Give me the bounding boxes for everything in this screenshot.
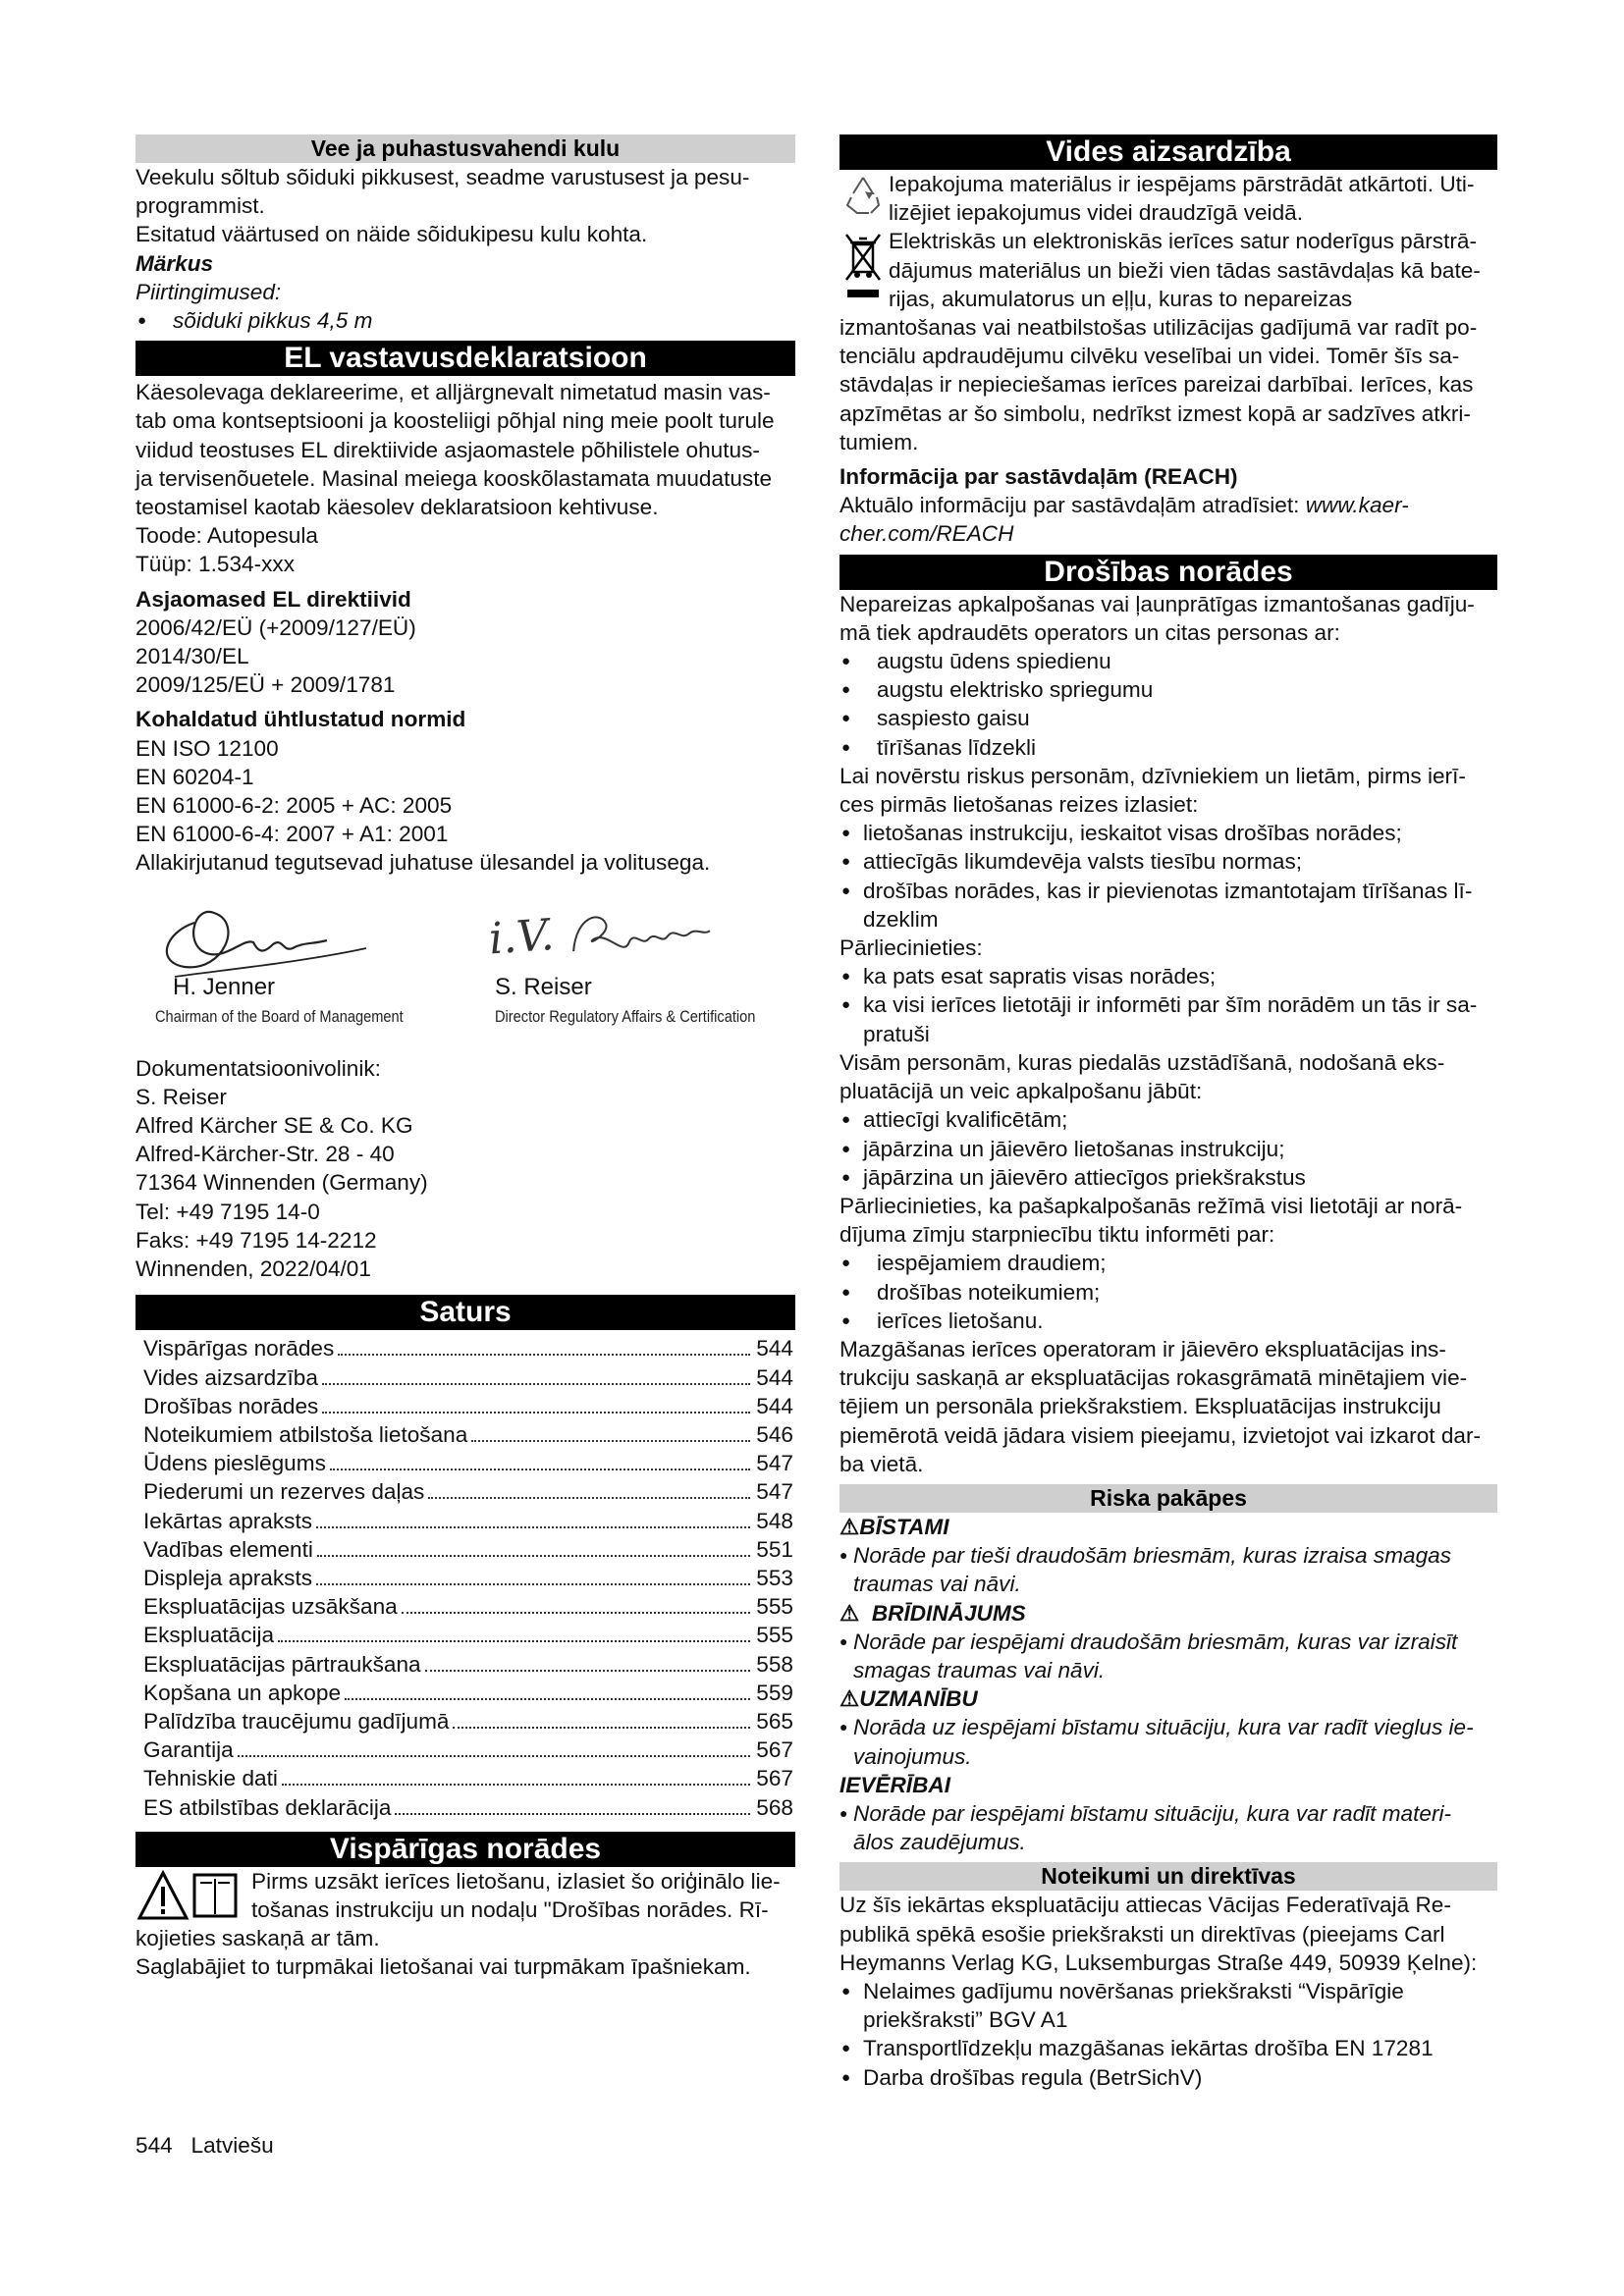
toc-page: 551 <box>756 1536 793 1562</box>
toc-label: Palīdzība traucējumu gadījumā <box>143 1708 450 1734</box>
signature-note: Allakirjutanud tegutsevad juhatuse ülesandel ja volitusega. <box>135 850 711 876</box>
list-item: ● iespējamiem draudiem; <box>839 1249 1497 1277</box>
toc-label: Kopšana un apkope <box>143 1680 342 1705</box>
text-line: ces pirmās lietošanas reizes izlasiet: <box>839 792 1199 818</box>
toc-row[interactable] <box>135 1420 795 1449</box>
signature-scribble <box>566 897 717 966</box>
signatory-title: Chairman of the Board of Management <box>155 1006 404 1026</box>
text-line: Visām personām, kuras piedalās uzstādīšanā, nodošanā eks- <box>839 1049 1445 1075</box>
reach-intro: Aktuālo informāciju par sastāvdaļām atradīsiet: <box>839 493 1306 518</box>
list-item: ● sõiduki pikkus 4,5 m <box>135 306 795 335</box>
risk-label: UZMANĪBU <box>859 1686 978 1712</box>
risk-text <box>839 1713 1497 1770</box>
section-heading-general: Vispārīgas norādes <box>135 1832 795 1867</box>
page-footer <box>135 2133 274 2159</box>
right-column <box>839 134 1497 2092</box>
toc-row[interactable] <box>135 1621 795 1649</box>
text-line: Veekulu sõltub sõiduki pikkusest, seadme varustusest ja pesu- <box>135 165 750 189</box>
text-line: Nepareizas apkalpošanas vai ļaunprātīgas izmantošanas gadīju- <box>839 591 1475 616</box>
signatory-name: S. Reiser <box>495 973 592 1000</box>
toc-label: ES atbilstības deklarācija <box>143 1794 392 1820</box>
reach-text <box>839 491 1497 519</box>
table-of-contents <box>135 1334 795 1821</box>
section-heading-regulations: Noteikumi un direktīvas <box>839 1862 1497 1891</box>
toc-page: 565 <box>756 1708 793 1734</box>
toc-row[interactable] <box>135 1592 795 1621</box>
risk-heading-caution <box>839 1684 1497 1713</box>
toc-label: Ekspluatācija <box>143 1623 275 1648</box>
address-line: Tel: +49 7195 14-0 <box>135 1199 320 1224</box>
general-notes-block <box>135 1867 795 1924</box>
toc-page: 544 <box>756 1364 793 1390</box>
text-line: dājumus materiālus un bieži vien tādas sastāvdaļas kā bate- <box>889 257 1481 283</box>
text-line: izmantošanas vai neatbilstošas utilizācijas gadījumā var radīt po- <box>839 315 1478 341</box>
risk-text <box>839 1628 1497 1684</box>
list-item: ● augstu elektrisko spriegumu <box>839 675 1497 704</box>
address-line: Winnenden, 2022/04/01 <box>135 1256 371 1282</box>
text-line: tošanas instrukciju un nodaļu "Drošības norādes. Rī- <box>251 1896 769 1922</box>
list-item-line: pratuši <box>863 1021 930 1046</box>
toc-row[interactable] <box>135 1507 795 1535</box>
text-line: apzīmētas ar šo simbolu, nedrīkst izmest kopā ar sadzīves atkri- <box>839 400 1471 426</box>
list-item-line: Nelaimes gadījumu novēršanas priekšraksti “Vispārīgie <box>863 1978 1404 2003</box>
toc-row[interactable] <box>135 1535 795 1564</box>
directive: 2006/42/EÜ (+2009/127/EÜ) <box>135 614 416 640</box>
read-list <box>839 819 1497 934</box>
toc-label: Displeja apraksts <box>143 1565 313 1590</box>
recycling-icon <box>843 172 883 219</box>
signature-prefix: i.V. <box>487 909 556 965</box>
section-heading-eu-declaration: EL vastavusdeklaratsioon <box>135 341 795 376</box>
norm: EN 61000-6-4: 2007 + A1: 2001 <box>135 822 449 847</box>
hazard-list <box>839 647 1497 762</box>
toc-page: 567 <box>756 1737 793 1763</box>
list-item <box>839 877 1497 934</box>
norm: EN 61000-6-2: 2005 + AC: 2005 <box>135 793 453 819</box>
text-line: stāvdaļas ir nepieciešamas ierīces pareizai darbībai. Ierīces, kas <box>839 372 1474 398</box>
toc-page: 544 <box>756 1336 793 1362</box>
page-number: 544 <box>135 2133 173 2158</box>
risk-heading-notice: IEVĒRĪBAI <box>839 1772 950 1797</box>
text-line: Lai novērstu riskus personām, dzīvniekiem un lietām, pirms ierī- <box>839 763 1466 788</box>
list-item: ● Darba drošības regula (BetrSichV) <box>839 2063 1497 2092</box>
toc-row[interactable] <box>135 1363 795 1392</box>
risk-text <box>839 1541 1497 1598</box>
list-item: ● attiecīgās likumdevēja valsts tiesību normas; <box>839 847 1497 876</box>
text-line: piemērotā veidā jādara visiem pieejamu, izvietojot vai izkarot dar- <box>839 1422 1482 1448</box>
list-item: ● drošības noteikumiem; <box>839 1278 1497 1307</box>
address-line: Alfred Kärcher SE & Co. KG <box>135 1113 413 1139</box>
text-line: rijas, akumulatorus un eļļu, kuras to nepareizas <box>889 286 1353 311</box>
signatures <box>135 883 795 1050</box>
toc-row[interactable] <box>135 1449 795 1477</box>
toc-row[interactable] <box>135 1564 795 1592</box>
risk-label: BĪSTAMI <box>859 1514 949 1539</box>
list-item-line: ka visi ierīces lietotāji ir informēti par šīm norādēm un tās ir sa- <box>863 992 1478 1018</box>
text-line: Elektriskās un elektroniskās ierīces satur noderīgus pārstrā- <box>889 229 1477 254</box>
toc-page: 559 <box>756 1680 793 1705</box>
risk-text-line: vainojumus. <box>853 1743 972 1769</box>
warning-triangle-icon: ⚠ <box>839 1600 872 1626</box>
toc-label: Ekspluatācijas uzsākšana <box>143 1594 398 1620</box>
risk-text-line: smagas traumas vai nāvi. <box>853 1657 1106 1682</box>
left-column <box>135 134 795 1982</box>
address-line: Dokumentatsioonivolinik: <box>135 1055 381 1081</box>
risk-text-line: ● Norāde par tieši draudošām briesmām, kuras izraisa smagas <box>853 1543 1452 1569</box>
toc-page: 553 <box>756 1565 793 1590</box>
list-item: ● lietošanas instrukciju, ieskaitot visas drošības norādes; <box>839 819 1497 847</box>
text-line: pluatācijā un veic apkalpošanu jābūt: <box>839 1079 1203 1104</box>
norm: EN ISO 12100 <box>135 735 279 761</box>
norm: EN 60204-1 <box>135 764 254 789</box>
text-line: teostamisel kaotab käesolev deklaratsioon kehtivuse. <box>135 495 659 520</box>
note-heading: Märkus <box>135 250 214 276</box>
risk-text <box>839 1799 1497 1856</box>
toc-label: Ekspluatācijas pārtraukšana <box>143 1651 421 1677</box>
text-line: Pārliecinieties: <box>839 935 983 961</box>
section-heading-water-consumption: Vee ja puhastusvahendi kulu <box>135 134 795 163</box>
text-line: Esitatud väärtused on näide sõidukipesu kulu kohta. <box>135 222 648 247</box>
weee-block <box>839 227 1497 313</box>
list-item: ● augstu ūdens spiedienu <box>839 647 1497 675</box>
section-heading-environment: Vides aizsardzība <box>839 134 1497 170</box>
address-line: Alfred-Kärcher-Str. 28 - 40 <box>135 1142 395 1167</box>
address-line: 71364 Winnenden (Germany) <box>135 1170 428 1196</box>
toc-label: Drošības norādes <box>143 1393 319 1418</box>
personnel-list <box>839 1105 1497 1192</box>
list-item: ● tīrīšanas līdzekli <box>839 733 1497 762</box>
toc-label: Vadības elementi <box>143 1536 313 1562</box>
text-line: kojieties saskaņā ar tām. <box>135 1926 380 1951</box>
list-item: ● saspiesto gaisu <box>839 704 1497 732</box>
list-item: ● attiecīgi kvalificētām; <box>839 1105 1497 1134</box>
section-heading-contents: Saturs <box>135 1295 795 1330</box>
text-line: Mazgāšanas ierīces operatoram ir jāievēro ekspluatācijas ins- <box>839 1336 1446 1362</box>
toc-row[interactable] <box>135 1764 795 1792</box>
text-line: ba vietā. <box>839 1451 924 1476</box>
toc-label: Vides aizsardzība <box>143 1364 318 1390</box>
recycling-block <box>839 170 1497 227</box>
toc-label: Garantija <box>143 1737 234 1763</box>
toc-page: 555 <box>756 1594 793 1620</box>
list-item-line: dzeklim <box>863 906 939 932</box>
text-line: Pārliecinieties, ka pašapkalpošanās režīmā visi lietotāji ar norā- <box>839 1193 1463 1218</box>
regulations-list <box>839 1977 1497 2092</box>
list-item: ● jāpārzina un jāievēro attiecīgos priekšrakstus <box>839 1163 1497 1192</box>
toc-row[interactable] <box>135 1735 795 1764</box>
signatory-title: Director Regulatory Affairs & Certification <box>495 1006 756 1026</box>
signature-jenner <box>135 883 450 1026</box>
reach-link[interactable]: cher.com/REACH <box>839 521 1014 547</box>
section-heading-safety: Drošības norādes <box>839 555 1497 590</box>
toc-page: 548 <box>756 1508 793 1533</box>
list-item <box>839 990 1497 1047</box>
toc-row[interactable] <box>135 1650 795 1679</box>
risk-heading-warning <box>839 1599 1497 1628</box>
toc-page: 547 <box>756 1479 793 1505</box>
text-line: tējiem un personāla priekšrakstiem. Ekspluatācijas instrukciju <box>839 1394 1441 1419</box>
toc-row[interactable] <box>135 1679 795 1707</box>
risk-text-line: ālos zaudējumus. <box>853 1830 1026 1855</box>
list-item: ● jāpārzina un jāievēro lietošanas instrukciju; <box>839 1135 1497 1163</box>
reach-link[interactable]: www.kaer- <box>1305 493 1409 518</box>
risk-text-line: ● Norāde par iespējami bīstamu situāciju, kura var radīt materi- <box>853 1800 1452 1826</box>
toc-label: Iekārtas apraksts <box>143 1508 313 1533</box>
list-item: ● Transportlīdzekļu mazgāšanas iekārtas drošība EN 17281 <box>839 2034 1497 2062</box>
list-item-line: priekšraksti” BGV A1 <box>863 2007 1068 2033</box>
directive: 2009/125/EÜ + 2009/1781 <box>135 672 396 698</box>
language-label: Latviešu <box>190 2133 274 2158</box>
signatory-name: H. Jenner <box>173 973 276 1000</box>
toc-page: 547 <box>756 1451 793 1476</box>
reach-heading: Informācija par sastāvdaļām (REACH) <box>839 464 1238 490</box>
directives-heading: Asjaomased EL direktiivid <box>135 586 411 612</box>
risk-label: BRĪDINĀJUMS <box>871 1600 1026 1626</box>
text-line: ja tervisenõuetele. Masinal meiega kooskõlastamata muudatuste <box>135 465 773 491</box>
toc-page: 558 <box>756 1651 793 1677</box>
toc-page: 555 <box>756 1623 793 1648</box>
toc-page: 544 <box>756 1393 793 1418</box>
risk-text-line: ● Norāda uz iespējami bīstamu situāciju, kura var radīt vieglus ie- <box>853 1715 1474 1740</box>
list-item-line: drošības norādes, kas ir pievienotas izmantotajam tīrīšanas lī- <box>863 878 1473 903</box>
address-block <box>135 1054 795 1284</box>
text-line: tumiem. <box>839 429 919 454</box>
toc-row[interactable] <box>135 1477 795 1506</box>
toc-row[interactable] <box>135 1793 795 1822</box>
text-line: tenciālu apdraudējumu cilvēku veselībai un videi. Tomēr šīs sa- <box>839 344 1460 369</box>
text-line: trukciju saskaņā ar ekspluatācijas rokasgrāmatā minētajiem vie- <box>839 1365 1468 1391</box>
text-line: Uz šīs iekārtas ekspluatāciju attiecas Vācijas Federatīvajā Re- <box>839 1893 1451 1918</box>
toc-label: Vispārīgas norādes <box>143 1336 335 1362</box>
toc-label: Piederumi un rezerves daļas <box>143 1479 425 1505</box>
directive: 2014/30/EL <box>135 644 249 669</box>
toc-label: Tehniskie dati <box>143 1766 278 1791</box>
toc-row[interactable] <box>135 1334 795 1362</box>
toc-label: Noteikumiem atbilstoša lietošana <box>143 1421 468 1447</box>
crossed-bin-icon <box>843 231 883 305</box>
text-line: Heymanns Verlag KG, Luksemburgas Straße 449, 50939 Ķelne): <box>839 1949 1478 1975</box>
handwritten-signature-jenner <box>135 883 391 982</box>
risk-heading-danger <box>839 1513 1497 1541</box>
text-line: Saglabājiet to turpmākai lietošanai vai turpmākam īpašniekam. <box>135 1954 751 1980</box>
risk-text-line: ● Norāde par iespējami draudošām briesmām, kuras var izraisīt <box>853 1629 1458 1654</box>
toc-row[interactable] <box>135 1707 795 1735</box>
text-line: publikā spēkā esošie priekšraksti un direktīvas (pieejams Carl <box>839 1921 1445 1947</box>
text-line: Pirms uzsākt ierīces lietošanu, izlasiet šo oriģinālo lie- <box>251 1868 781 1894</box>
text-line: Käesolevaga deklareerime, et alljärgnevalt nimetatud masin vas- <box>135 380 771 405</box>
norms-heading: Kohaldatud ühtlustatud normid <box>135 707 466 732</box>
toc-page: 546 <box>756 1421 793 1447</box>
warning-triangle-icon: ⚠ <box>839 1686 860 1712</box>
text-line: lizējiet iepakojumus videi draudzīgā veidā. <box>889 200 1303 226</box>
address-line: Faks: +49 7195 14-2212 <box>135 1227 377 1253</box>
handwritten-signature-reiser <box>487 897 717 972</box>
warning-triangle-icon: ⚠ <box>839 1514 860 1539</box>
note-list <box>135 306 795 335</box>
product-line: Toode: Autopesula <box>135 523 318 549</box>
list-item: ● ka pats esat sapratis visas norādes; <box>839 962 1497 990</box>
toc-row[interactable] <box>135 1392 795 1420</box>
list-item <box>839 1977 1497 2034</box>
text-line: Iepakojuma materiālus ir iespējams pārstrādāt atkārtoti. Uti- <box>889 172 1475 196</box>
section-heading-risk-levels: Riska pakāpes <box>839 1484 1497 1513</box>
toc-page: 567 <box>756 1766 793 1791</box>
toc-page: 568 <box>756 1794 793 1820</box>
text-line: mā tiek apdraudēts operators un citas personas ar: <box>839 619 1340 645</box>
inform-list <box>839 1249 1497 1335</box>
list-item: ● ierīces lietošanu. <box>839 1307 1497 1335</box>
address-line: S. Reiser <box>135 1084 227 1109</box>
text-line: viidud teostuses EL direktiivide asjaomastele põhilistele ohutus- <box>135 437 760 462</box>
note-subheading: Piirtingimused: <box>135 279 282 304</box>
warning-and-manual-icon <box>135 1869 244 1924</box>
text-line: programmist. <box>135 193 265 219</box>
text-line: tab oma kontseptsiooni ja koosteliigi põhjal ning meie poolt turule <box>135 408 775 434</box>
text-line: dījuma zīmju starpniecību tiktu informēti par: <box>839 1222 1275 1248</box>
type-line: Tüüp: 1.534-xxx <box>135 552 296 577</box>
toc-label: Ūdens pieslēgums <box>143 1451 326 1476</box>
confirm-list <box>839 962 1497 1048</box>
risk-text-line: traumas vai nāvi. <box>853 1572 1021 1597</box>
